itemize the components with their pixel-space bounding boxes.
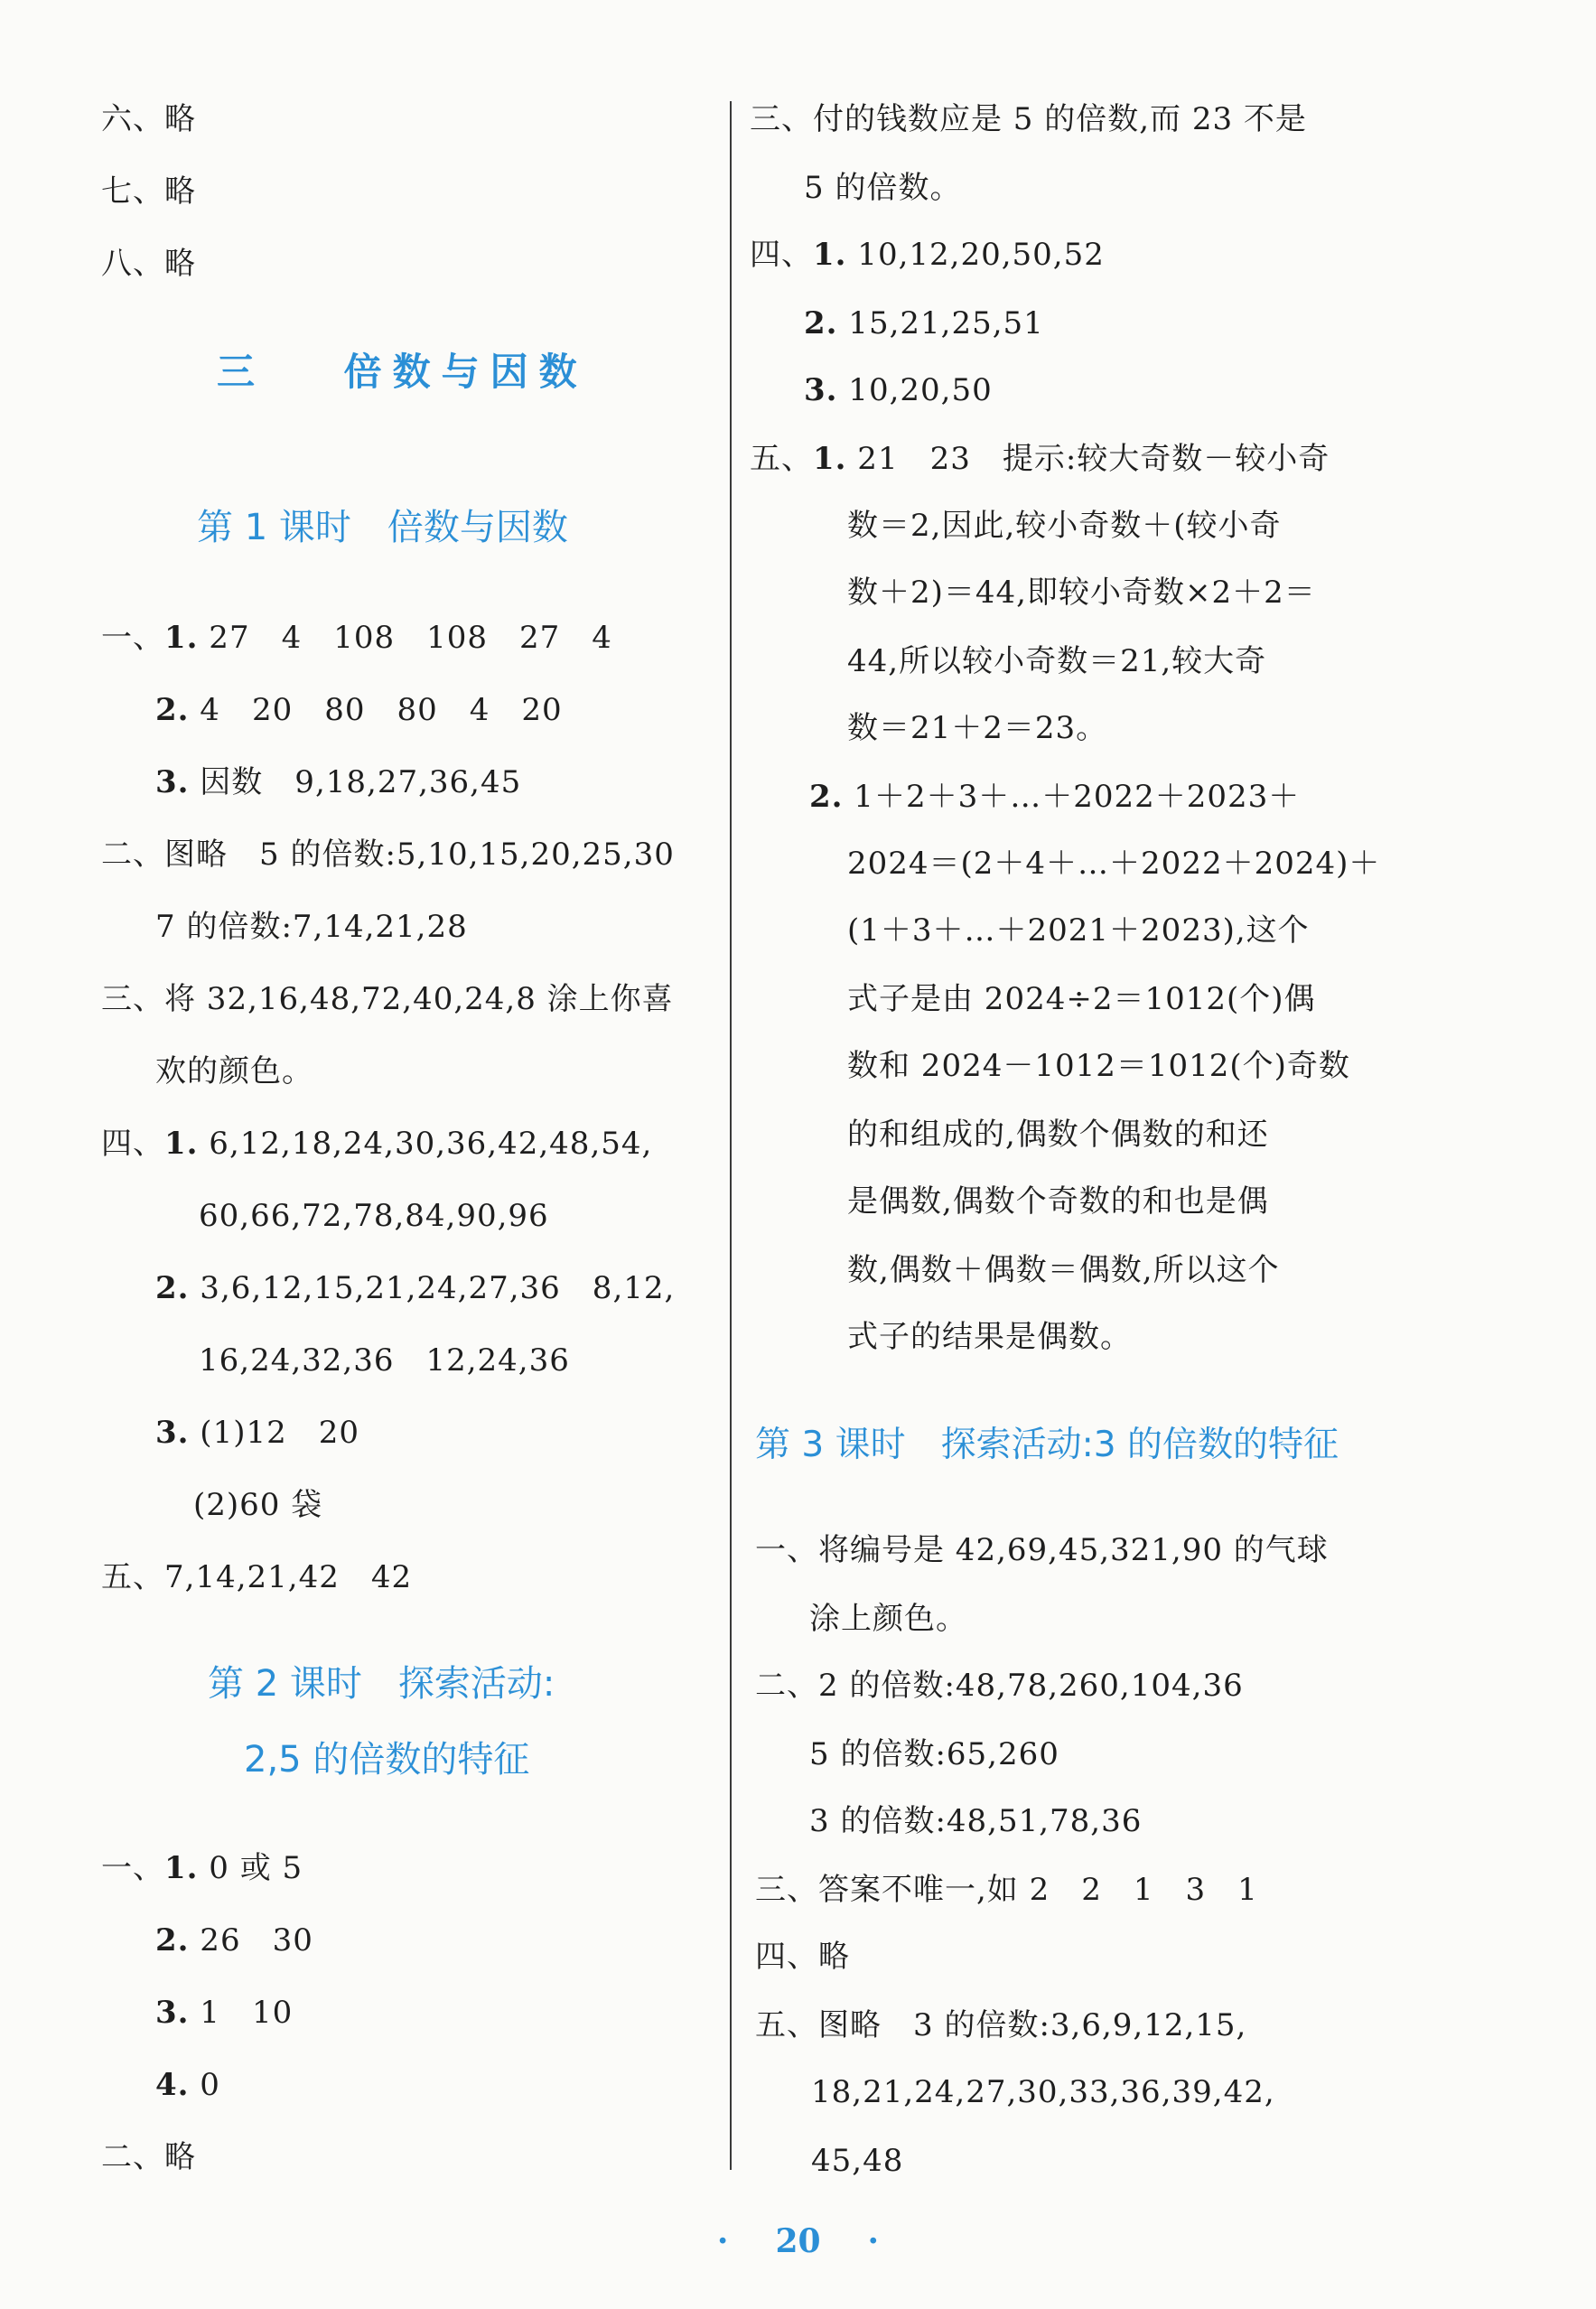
answer-line: 3. 10,20,50	[804, 372, 993, 408]
answer-line: 2. 3,6,12,15,21,24,27,36 8,12,	[155, 1270, 676, 1306]
answer-line: 数,偶数＋偶数＝偶数,所以这个	[847, 1252, 1280, 1288]
chapter-title	[217, 351, 588, 394]
answer-line: (1＋3＋…＋2021＋2023),这个	[847, 912, 1310, 949]
column-divider	[730, 101, 732, 2170]
answer-line: 涂上颜色。	[809, 1601, 967, 1637]
answer-line: 三、付的钱数应是 5 的倍数,而 23 不是	[750, 101, 1307, 137]
answer-line: 5 的倍数:65,260	[809, 1736, 1059, 1772]
answer-line: 一、1. 0 或 5	[101, 1850, 303, 1886]
answer-line: 16,24,32,36 12,24,36	[199, 1342, 570, 1379]
answer-line: 一、将编号是 42,69,45,321,90 的气球	[755, 1532, 1329, 1568]
chapter-number: 三	[217, 350, 266, 394]
answer-line: 八、略	[101, 246, 196, 282]
answer-line: 四、1. 6,12,18,24,30,36,42,48,54,	[101, 1126, 653, 1162]
answer-line: 数和 2024－1012＝1012(个)奇数	[847, 1048, 1350, 1084]
answer-line: 45,48	[811, 2143, 904, 2179]
answer-line: 4. 0	[155, 2067, 220, 2103]
answer-line: 2. 15,21,25,51	[804, 305, 1044, 341]
answer-line: 数＝21＋2＝23。	[847, 710, 1108, 746]
page-dot-left: ·	[716, 2222, 729, 2260]
answer-line: 五、1. 21 23 提示:较大奇数－较小奇	[750, 441, 1330, 477]
answer-line: 五、图略 3 的倍数:3,6,9,12,15,	[755, 2007, 1247, 2043]
answer-line: 2024＝(2＋4＋…＋2022＋2024)＋	[847, 846, 1381, 882]
page-dot-right: ·	[867, 2222, 880, 2260]
answer-line: 的和组成的,偶数个偶数的和还	[847, 1117, 1269, 1153]
chapter-name: 倍数与因数	[343, 350, 588, 394]
answer-line: 式子的结果是偶数。	[847, 1319, 1132, 1355]
answer-line: 式子是由 2024÷2＝1012(个)偶	[847, 981, 1316, 1017]
answer-line: 2. 1＋2＋3＋…＋2022＋2023＋	[809, 779, 1301, 815]
answer-line: 一、1. 27 4 108 108 27 4	[101, 620, 612, 656]
answer-line: 四、略	[755, 1939, 850, 1975]
lesson-1-title: 第 1 课时 倍数与因数	[197, 507, 568, 548]
answer-line: 3. 因数 9,18,27,36,45	[155, 764, 522, 800]
lesson-3-title: 第 3 课时 探索活动:3 的倍数的特征	[755, 1425, 1339, 1465]
answer-line: 欢的颜色。	[155, 1053, 313, 1089]
answer-line: 2. 4 20 80 80 4 20	[155, 692, 563, 728]
answer-line: 3. (1)12 20	[155, 1415, 359, 1451]
lesson-2-title: 2,5 的倍数的特征	[244, 1739, 530, 1781]
answer-line: 三、答案不唯一,如 2 2 1 3 1	[755, 1872, 1258, 1908]
answer-line: 44,所以较小奇数＝21,较大奇	[847, 643, 1267, 679]
answer-line: 数＋2)＝44,即较小奇数×2＋2＝	[847, 575, 1316, 611]
answer-line: 四、1. 10,12,20,50,52	[750, 237, 1105, 273]
answer-line: 七、略	[101, 173, 196, 210]
answer-line: 数＝2,因此,较小奇数＋(较小奇	[847, 508, 1282, 544]
answer-line: 7 的倍数:7,14,21,28	[155, 909, 468, 945]
page-number	[0, 2222, 1596, 2260]
answer-line: 五、7,14,21,42 42	[101, 1559, 413, 1595]
answer-line: 三、将 32,16,48,72,40,24,8 涂上你喜	[101, 981, 674, 1017]
answer-line: 5 的倍数。	[804, 170, 962, 206]
answer-line: 二、图略 5 的倍数:5,10,15,20,25,30	[101, 837, 675, 873]
answer-line: 六、略	[101, 101, 196, 137]
answer-line: 二、略	[101, 2139, 196, 2175]
answer-line: 是偶数,偶数个奇数的和也是偶	[847, 1183, 1269, 1220]
answer-line: 18,21,24,27,30,33,36,39,42,	[811, 2074, 1275, 2110]
answer-line: 60,66,72,78,84,90,96	[199, 1198, 549, 1234]
answer-line: (2)60 袋	[193, 1487, 323, 1523]
answer-line: 3. 1 10	[155, 1995, 294, 2031]
page-number-value: 20	[775, 2222, 821, 2260]
answer-line: 二、2 的倍数:48,78,260,104,36	[755, 1668, 1244, 1704]
lesson-2-title: 第 2 课时 探索活动:	[208, 1663, 555, 1705]
answer-line: 3 的倍数:48,51,78,36	[809, 1803, 1143, 1839]
answer-line: 2. 26 30	[155, 1922, 313, 1958]
